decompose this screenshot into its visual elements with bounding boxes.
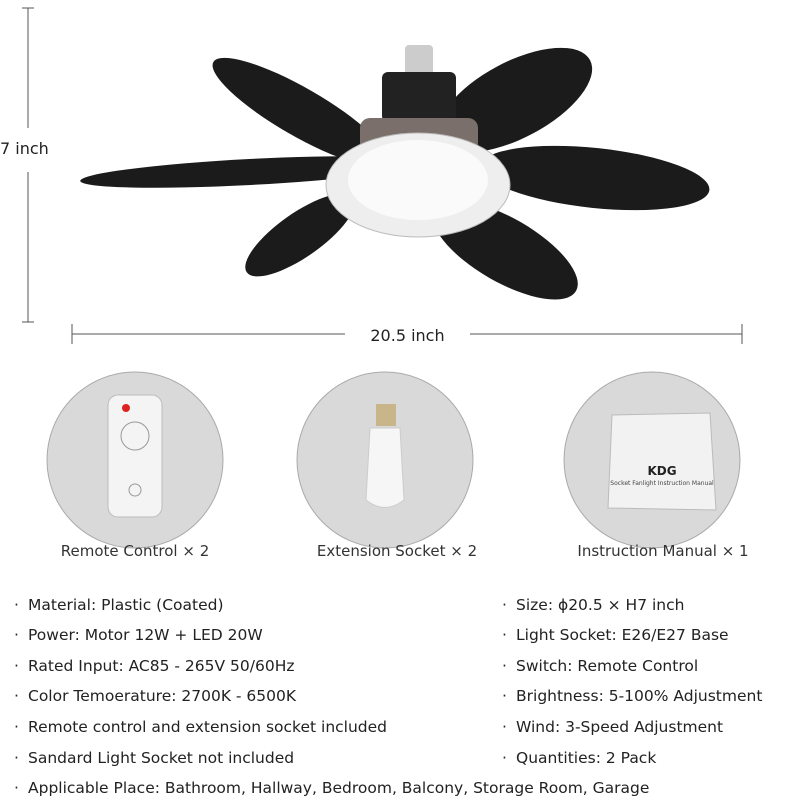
spec-item: · Applicable Place: Bathroom, Hallway, Bedroom, Balcony, Storage Room, Garage	[14, 779, 650, 797]
spec-item: · Remote control and extension socket included	[14, 718, 388, 736]
spec-item: · Rated Input: AC85 - 265V 50/60Hz	[14, 657, 295, 675]
height-label: 7 inch	[0, 139, 49, 158]
spec-item: · Wind: 3-Speed Adjustment	[502, 718, 724, 736]
svg-text:KDG: KDG	[647, 464, 677, 478]
manual-subtitle: Socket Fanlight Instruction Manual	[610, 480, 714, 487]
spec-item: · Power: Motor 12W + LED 20W	[14, 626, 263, 644]
accessory-caption-socket: Extension Socket × 2	[316, 542, 478, 560]
width-label: 20.5 inch	[370, 326, 445, 345]
accessory-caption-manual: Instruction Manual × 1	[577, 542, 749, 560]
spec-item: · Switch: Remote Control	[502, 657, 699, 675]
accessory-caption-remote: Remote Control × 2	[60, 542, 210, 560]
spec-item: · Size: ϕ20.5 × H7 inch	[502, 596, 685, 614]
spec-item: · Color Temoerature: 2700K - 6500K	[14, 687, 297, 705]
spec-item: · Material: Plastic (Coated)	[14, 596, 224, 614]
height-dimension-line	[22, 8, 34, 322]
spec-item: · Quantities: 2 Pack	[502, 749, 657, 767]
spec-item: · Brightness: 5-100% Adjustment	[502, 687, 763, 705]
spec-item: · Sandard Light Socket not included	[14, 749, 295, 767]
spec-item: · Light Socket: E26/E27 Base	[502, 626, 729, 644]
